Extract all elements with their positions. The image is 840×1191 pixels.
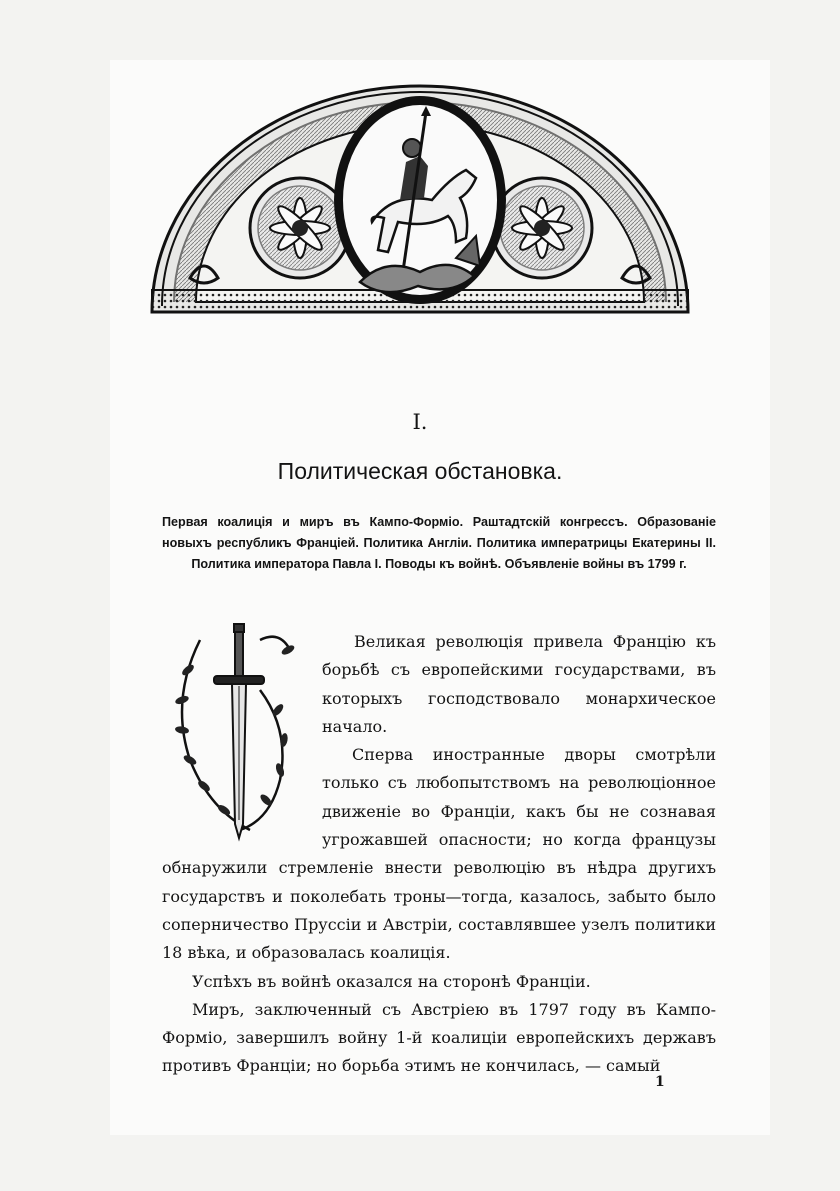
chapter-title: Политическая обстановка.: [277, 458, 563, 484]
chapter-number: I.: [412, 410, 428, 434]
st-george-medallion: [334, 96, 506, 304]
paragraph-3: Успѣхъ въ войнѣ оказался на сторонѣ Франціи.: [192, 971, 591, 991]
chapter-summary: Первая коалиція и миръ въ Кампо-Форміо. Раштадтскій конгрессъ. Образованіе новыхъ республикъ Франціей. Политика Англіи. Политика императрицы Екатерины II. Политика императора Павла I. Поводы къ войнѣ. Объявленіе войны въ 1799 г.: [162, 515, 716, 571]
paragraph-1: Великая революція привела Францію къ борьбѣ съ европейскими государствами, въ которыхъ господствовало монархическое начало.: [322, 632, 716, 736]
page-number: 1: [655, 1074, 665, 1090]
vignette-float-spacer: [162, 628, 322, 854]
right-rosette: [492, 178, 592, 278]
paragraph-4: Миръ, заключенный съ Австріею въ 1797 году въ Кампо-Форміо, завершилъ войну 1-й коалиціи европейскихъ державъ противъ Франціи; но борьба этимъ не кончилась, — самый: [162, 999, 716, 1076]
paragraph-2: Сперва иностранные дворы смотрѣли только съ любопытствомъ на революціонное движеніе во Франціи, какъ бы не сознавая угрожавшей опасности; но когда французы обнаружили стремленіе внести революцію въ нѣдра другихъ государствъ и поколебать троны—тогда, казалось, забыто было соперничество Пруссіи и Австріи, составлявшее узелъ политики 18 вѣка, и образовалась коалиція.: [162, 745, 716, 963]
body-text: [162, 628, 716, 1081]
headpiece-illustration: [150, 82, 690, 314]
